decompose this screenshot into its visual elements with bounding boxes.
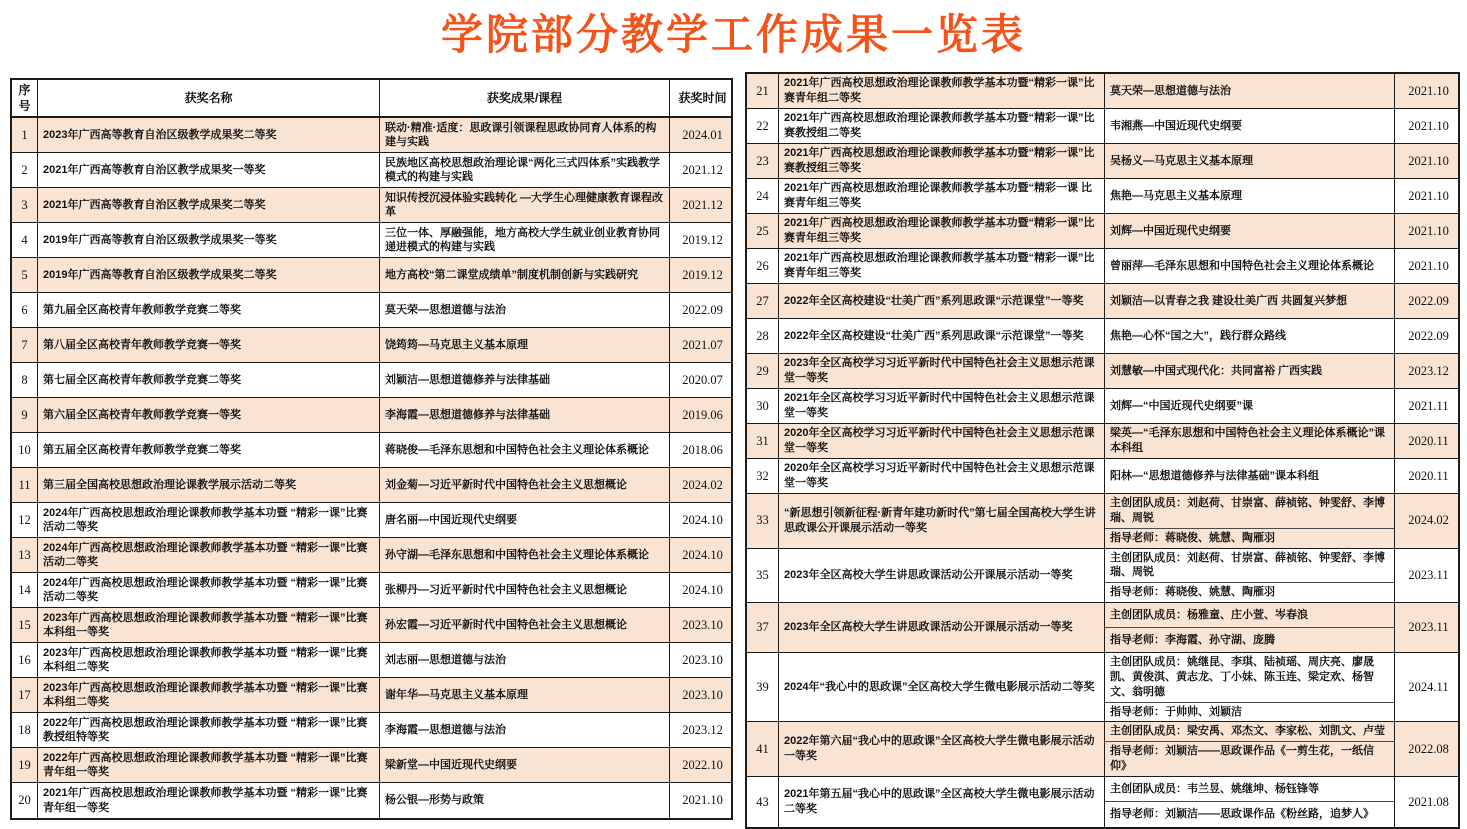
award-result-cell (1105, 777, 1395, 827)
table-row (747, 214, 1458, 249)
table-row (747, 603, 1458, 653)
award-time-cell: 2022.10 (682, 757, 723, 772)
table-row (12, 398, 731, 433)
award-time-cell: 2023.11 (1408, 567, 1449, 582)
award-result-cell: 饶筠筠—马克思主义基本原理 (380, 328, 670, 362)
award-name-cell: 2020年全区高校学习习近平新时代中国特色社会主义思想示范课堂一等奖 (779, 424, 1105, 458)
header-cell: 序号 (12, 80, 38, 116)
award-result-cell: 刘志丽—思想道德与法治 (380, 643, 670, 677)
result-advisor-line: 指导老师：刘颖洁——思政课作品《一剪生花，一纸信仰》 (1110, 745, 1374, 773)
award-time-cell: 2021.08 (1408, 794, 1449, 809)
award-result-cell: 孙宏霞—习近平新时代中国特色社会主义思想概论 (380, 608, 670, 642)
award-name-cell: 2021年广西高校思想政治理论课教师教学基本功暨“精彩一课”比赛青年组二等奖 (779, 74, 1105, 108)
table-header-row (12, 80, 731, 118)
seq-cell: 39 (747, 653, 779, 721)
award-time-cell: 2023.10 (682, 617, 723, 632)
result-advisor-line: 指导老师：于帅帅、刘颖洁 (1110, 705, 1242, 718)
table-row (12, 118, 731, 153)
award-time-cell: 2024.10 (682, 582, 723, 597)
award-result-cell: 刘颖洁—以青春之我 建设壮美广西 共圆复兴梦想 (1105, 284, 1395, 318)
award-result-cell: 李海霞—思想道德修养与法律基础 (380, 398, 670, 432)
award-time-cell: 2023.12 (682, 722, 723, 737)
award-name-cell: 2023年广西高校思想政治理论课教师教学基本功暨 “精彩一课”比赛本科组一等奖 (38, 608, 380, 642)
award-time-cell: 2019.06 (682, 407, 723, 422)
seq-cell: 17 (12, 678, 38, 712)
award-time-cell: 2021.07 (682, 337, 723, 352)
seq-cell: 8 (12, 363, 38, 397)
award-time-cell: 2024.02 (1408, 513, 1449, 528)
table-row (12, 713, 731, 748)
award-name-cell: 第六届全区高校青年教师教学竞赛一等奖 (38, 398, 380, 432)
award-result-cell (1105, 549, 1395, 603)
header-cell: 获奖成果/课程 (380, 80, 670, 116)
award-time-cell: 2021.10 (1408, 83, 1449, 98)
award-time-cell: 2024.01 (682, 127, 723, 142)
award-name-cell: 2022年全区高校建设“壮美广西”系列思政课“示范课堂”一等奖 (779, 284, 1105, 318)
table-row (12, 433, 731, 468)
award-name-cell: 2021年广西高校思想政治理论课教师教学基本功暨“精彩一课”比赛教授组二等奖 (779, 109, 1105, 143)
award-name-cell: 2021年广西高校思想政治理论课教师教学基本功暨“精彩一课”比赛教授组三等奖 (779, 144, 1105, 178)
result-advisor-line: 指导老师：蒋晓俊、姚慧、陶雁羽 (1110, 586, 1275, 599)
award-name-cell: 2024年广西高校思想政治理论课教师教学基本功暨 “精彩一课”比赛活动二等奖 (38, 503, 380, 537)
award-result-cell: 梁英—“毛泽东思想和中国特色社会主义理论体系概论”课本科组 (1105, 424, 1395, 458)
award-time-cell: 2021.11 (1408, 398, 1449, 413)
award-result-cell: 联动·精准·适度：思政课引领课程思政协同育人体系的构建与实践 (380, 118, 670, 152)
page-title: 学院部分教学工作成果一览表 (440, 11, 1026, 58)
award-name-cell: 2021年广西高校思想政治理论课教师教学基本功暨 “精彩一课”比赛青年组一等奖 (38, 783, 380, 818)
table-row (747, 144, 1458, 179)
award-time-cell: 2021.12 (682, 197, 723, 212)
award-result-cell: 孙守湖—毛泽东思想和中国特色社会主义理论体系概论 (380, 538, 670, 572)
seq-cell: 32 (747, 459, 779, 493)
table-row (12, 153, 731, 188)
award-time-cell: 2020.11 (1408, 468, 1449, 483)
seq-cell: 21 (747, 74, 779, 108)
award-time-cell: 2022.09 (1408, 328, 1449, 343)
seq-cell: 13 (12, 538, 38, 572)
awards-table-right (745, 72, 1460, 829)
award-time-cell: 2023.11 (1408, 620, 1449, 635)
award-result-cell: 谢年华—马克思主义基本原理 (380, 678, 670, 712)
table-row (12, 188, 731, 223)
award-result-cell: 曾丽萍—毛泽东思想和中国特色社会主义理论体系概论 (1105, 249, 1395, 283)
seq-cell: 9 (12, 398, 38, 432)
award-name-cell: 2022年广西高校思想政治理论课教师教学基本功暨 “精彩一课”比赛教授组特等奖 (38, 713, 380, 747)
award-result-cell: 刘辉—中国近现代史纲要 (1105, 214, 1395, 248)
table-row (12, 748, 731, 783)
award-time-cell: 2022.09 (682, 302, 723, 317)
result-advisor-line: 指导老师：刘颖洁——思政课作品《粉丝路，追梦人》 (1110, 808, 1374, 821)
result-team-line: 主创团队成员：刘赵荷、甘崇富、薛祯铭、钟雯舒、李博瑞、周锐 (1105, 549, 1394, 584)
award-time-cell: 2023.10 (682, 652, 723, 667)
seq-cell: 37 (747, 603, 779, 652)
table-row (12, 468, 731, 503)
table-row (747, 653, 1458, 722)
result-team-line: 主创团队成员：梁安禹、邓杰文、李家松、刘凯文、卢莹 (1105, 722, 1394, 742)
awards-table-left (10, 78, 733, 820)
table-row (12, 223, 731, 258)
seq-cell: 18 (12, 713, 38, 747)
seq-cell: 20 (12, 783, 38, 818)
seq-cell: 5 (12, 258, 38, 292)
award-result-cell: 地方高校“第二课堂成绩单”制度机制创新与实践研究 (380, 258, 670, 292)
award-result-cell (1105, 722, 1395, 776)
seq-cell: 4 (12, 223, 38, 257)
award-time-cell: 2020.11 (1408, 433, 1449, 448)
seq-cell: 30 (747, 389, 779, 423)
award-result-cell: 刘辉—“中国近现代史纲要”课 (1105, 389, 1395, 423)
award-time-cell: 2021.10 (1408, 118, 1449, 133)
award-name-cell: 2021年广西高校思想政治理论课教师教学基本功暨“精彩一课”比赛青年组三等奖 (779, 214, 1105, 248)
award-name-cell: 2019年广西高等教育自治区级教学成果奖二等奖 (38, 258, 380, 292)
table-row (12, 503, 731, 538)
award-result-cell: 韦湘燕—中国近现代史纲要 (1105, 109, 1395, 143)
result-advisor-line: 指导老师：蒋晓俊、姚慧、陶雁羽 (1110, 531, 1275, 544)
award-name-cell: 2024年“我心中的思政课”全区高校大学生微电影展示活动二等奖 (779, 653, 1105, 721)
award-name-cell: 2021年广西高校思想政治理论课教师教学基本功暨“精彩一课”比赛青年组三等奖 (779, 249, 1105, 283)
award-time-cell: 2021.10 (1408, 153, 1449, 168)
award-result-cell: 三位一体、厚融强能，地方高校大学生就业创业教育协同递进模式的构建与实践 (380, 223, 670, 257)
award-result-cell: 吴杨义—马克思主义基本原理 (1105, 144, 1395, 178)
table-row (747, 179, 1458, 214)
award-name-cell: 2021年全区高校学习习近平新时代中国特色社会主义思想示范课堂一等奖 (779, 389, 1105, 423)
table-row (12, 783, 731, 818)
result-team-line: 主创团队成员：姚继昆、李琪、陆祯瑶、周庆亮、廖晟凯、黄俊淇、黄志龙、丁小妹、陈玉连、梁定欢、杨智文、翁明德 (1105, 653, 1394, 703)
award-name-cell: 2021年第五届“我心中的思政课”全区高校大学生微电影展示活动二等奖 (779, 777, 1105, 827)
header-cell: 获奖名称 (38, 80, 380, 116)
seq-cell: 19 (12, 748, 38, 782)
award-name-cell: 2023年广西高校思想政治理论课教师教学基本功暨 “精彩一课”比赛本科组二等奖 (38, 643, 380, 677)
seq-cell: 12 (12, 503, 38, 537)
award-name-cell: “新思想引领新征程·新青年建功新时代”第七届全国高校大学生讲思政课公开课展示活动一等奖 (779, 494, 1105, 548)
award-time-cell: 2024.02 (682, 477, 723, 492)
table-row (747, 284, 1458, 319)
award-name-cell: 2024年广西高校思想政治理论课教师教学基本功暨 “精彩一课”比赛活动二等奖 (38, 573, 380, 607)
seq-cell: 35 (747, 549, 779, 603)
table-row (747, 74, 1458, 109)
award-result-cell: 民族地区高校思想政治理论课“两化三式四体系”实践教学模式的构建与实践 (380, 153, 670, 187)
award-name-cell: 第五届全区高校青年教师教学竞赛二等奖 (38, 433, 380, 467)
award-time-cell: 2023.10 (682, 687, 723, 702)
seq-cell: 33 (747, 494, 779, 548)
table-row (12, 538, 731, 573)
award-result-cell: 李海霞—思想道德与法治 (380, 713, 670, 747)
award-time-cell: 2024.10 (682, 547, 723, 562)
award-time-cell: 2022.09 (1408, 293, 1449, 308)
seq-cell: 28 (747, 319, 779, 353)
award-time-cell: 2024.11 (1408, 679, 1449, 694)
award-result-cell: 刘金菊—习近平新时代中国特色社会主义思想概论 (380, 468, 670, 502)
award-time-cell: 2021.10 (1408, 223, 1449, 238)
award-result-cell (1105, 494, 1395, 548)
table-row (12, 678, 731, 713)
table-row (12, 293, 731, 328)
table-row (12, 573, 731, 608)
result-team-line: 主创团队成员：刘赵荷、甘崇富、薛祯铭、钟雯舒、李博瑞、周锐 (1105, 494, 1394, 529)
table-row (747, 549, 1458, 604)
award-time-cell: 2021.10 (1408, 188, 1449, 203)
award-name-cell: 第九届全区高校青年教师教学竞赛二等奖 (38, 293, 380, 327)
award-time-cell: 2018.06 (682, 442, 723, 457)
result-team-line: 主创团队成员：杨雅童、庄小萱、岑春浪 (1105, 603, 1394, 628)
award-result-cell: 阳林—“思想道德修养与法律基础”课本科组 (1105, 459, 1395, 493)
seq-cell: 43 (747, 777, 779, 827)
award-name-cell: 第七届全区高校青年教师教学竞赛二等奖 (38, 363, 380, 397)
award-name-cell: 2023年全区高校大学生讲思政课活动公开课展示活动一等奖 (779, 549, 1105, 603)
seq-cell: 14 (12, 573, 38, 607)
result-advisor-line: 指导老师：李海霞、孙守湖、庞腾 (1110, 633, 1275, 646)
award-result-cell: 刘慧敏—中国式现代化：共同富裕 广西实践 (1105, 354, 1395, 388)
award-time-cell: 2021.10 (682, 793, 723, 808)
award-name-cell: 2022年全区高校建设“壮美广西”系列思政课“示范课堂”一等奖 (779, 319, 1105, 353)
award-result-cell: 知识传授沉浸体验实践转化 —大学生心理健康教育课程改革 (380, 188, 670, 222)
table-row (747, 459, 1458, 494)
table-row (747, 494, 1458, 549)
table-row (747, 424, 1458, 459)
award-name-cell: 2021年广西高等教育自治区教学成果奖二等奖 (38, 188, 380, 222)
award-result-cell: 焦艳—心怀“国之大”，践行群众路线 (1105, 319, 1395, 353)
award-result-cell: 杨公银—形势与政策 (380, 783, 670, 818)
award-time-cell: 2024.10 (682, 512, 723, 527)
seq-cell: 15 (12, 608, 38, 642)
award-time-cell: 2019.12 (682, 267, 723, 282)
seq-cell: 7 (12, 328, 38, 362)
table-row (12, 643, 731, 678)
award-name-cell: 2021年广西高等教育自治区教学成果奖一等奖 (38, 153, 380, 187)
table-row (747, 389, 1458, 424)
award-result-cell (1105, 603, 1395, 652)
award-result-cell: 张柳丹—习近平新时代中国特色社会主义思想概论 (380, 573, 670, 607)
award-time-cell: 2021.10 (1408, 258, 1449, 273)
award-name-cell: 2023年全区高校学习习近平新时代中国特色社会主义思想示范课堂一等奖 (779, 354, 1105, 388)
award-result-cell (1105, 653, 1395, 721)
award-name-cell: 第三届全国高校思想政治理论课教学展示活动二等奖 (38, 468, 380, 502)
seq-cell: 16 (12, 643, 38, 677)
award-result-cell: 蒋晓俊—毛泽东思想和中国特色社会主义理论体系概论 (380, 433, 670, 467)
seq-cell: 10 (12, 433, 38, 467)
award-name-cell: 2023年全区高校大学生讲思政课活动公开课展示活动一等奖 (779, 603, 1105, 652)
seq-cell: 11 (12, 468, 38, 502)
award-result-cell: 梁新堂—中国近现代史纲要 (380, 748, 670, 782)
seq-cell: 31 (747, 424, 779, 458)
table-row (12, 328, 731, 363)
award-name-cell: 2023年广西高等教育自治区级教学成果奖二等奖 (38, 118, 380, 152)
seq-cell: 24 (747, 179, 779, 213)
award-result-cell: 唐名丽—中国近现代史纲要 (380, 503, 670, 537)
seq-cell: 2 (12, 153, 38, 187)
seq-cell: 23 (747, 144, 779, 178)
award-time-cell: 2022.08 (1408, 741, 1449, 756)
seq-cell: 27 (747, 284, 779, 318)
award-time-cell: 2021.12 (682, 162, 723, 177)
award-time-cell: 2019.12 (682, 232, 723, 247)
award-result-cell: 焦艳—马克思主义基本原理 (1105, 179, 1395, 213)
award-time-cell: 2023.12 (1408, 363, 1449, 378)
header-cell: 获奖时间 (678, 91, 727, 106)
seq-cell: 25 (747, 214, 779, 248)
award-result-cell: 刘颖洁—思想道德修养与法律基础 (380, 363, 670, 397)
award-name-cell: 2024年广西高校思想政治理论课教师教学基本功暨 “精彩一课”比赛活动二等奖 (38, 538, 380, 572)
table-row (12, 608, 731, 643)
seq-cell: 1 (12, 118, 38, 152)
seq-cell: 26 (747, 249, 779, 283)
result-team-line: 主创团队成员：韦兰昱、姚继坤、杨钰锋等 (1105, 777, 1394, 803)
table-row (747, 354, 1458, 389)
table-row (747, 722, 1458, 777)
award-result-cell: 莫天荣—思想道德与法治 (380, 293, 670, 327)
seq-cell: 22 (747, 109, 779, 143)
table-row (747, 319, 1458, 354)
table-row (747, 249, 1458, 284)
table-row (12, 363, 731, 398)
table-row (747, 109, 1458, 144)
award-name-cell: 2019年广西高等教育自治区级教学成果奖一等奖 (38, 223, 380, 257)
seq-cell: 3 (12, 188, 38, 222)
award-name-cell: 2023年广西高校思想政治理论课教师教学基本功暨 “精彩一课”比赛本科组二等奖 (38, 678, 380, 712)
award-result-cell: 莫天荣—思想道德与法治 (1105, 74, 1395, 108)
award-name-cell: 2020年全区高校学习习近平新时代中国特色社会主义思想示范课堂一等奖 (779, 459, 1105, 493)
seq-cell: 41 (747, 722, 779, 776)
award-time-cell: 2020.07 (682, 372, 723, 387)
table-row (747, 777, 1458, 827)
seq-cell: 29 (747, 354, 779, 388)
table-row (12, 258, 731, 293)
award-name-cell: 2022年广西高校思想政治理论课教师教学基本功暨 “精彩一课”比赛青年组一等奖 (38, 748, 380, 782)
award-name-cell: 第八届全区高校青年教师教学竞赛一等奖 (38, 328, 380, 362)
seq-cell: 6 (12, 293, 38, 327)
award-name-cell: 2022年第六届“我心中的思政课”全区高校大学生微电影展示活动一等奖 (779, 722, 1105, 776)
award-name-cell: 2021年广西高校思想政治理论课教师教学基本功暨“精彩一课 比赛青年组三等奖 (779, 179, 1105, 213)
